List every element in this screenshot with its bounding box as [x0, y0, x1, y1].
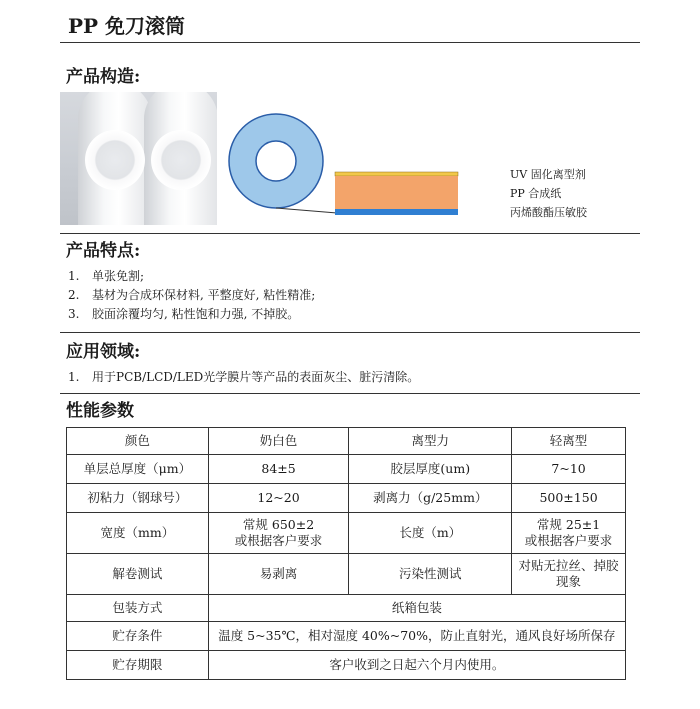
table-cell: 12~20 — [208, 484, 349, 513]
features-heading: 产品特点: — [66, 241, 141, 261]
table-cell: 初粘力（钢球号） — [67, 484, 209, 513]
product-photo — [60, 92, 217, 225]
layer-legend — [510, 165, 587, 222]
table-cell: 奶白色 — [208, 428, 349, 455]
table-cell: 长度（m） — [349, 513, 512, 554]
section-divider-features — [60, 332, 640, 333]
table-cell: 易剥离 — [208, 554, 349, 595]
table-cell: 常规 650±2 或根据客户要求 — [208, 513, 349, 554]
structure-heading: 产品构造: — [66, 67, 141, 87]
table-row — [67, 513, 626, 554]
table-row — [67, 622, 626, 651]
table-cell: 轻离型 — [512, 428, 626, 455]
list-item: 3. 胶面涂覆均匀, 粘性饱和力强, 不掉胶。 — [68, 307, 300, 321]
table-cell: 对贴无拉丝、掉胶 现象 — [512, 554, 626, 595]
table-row — [67, 554, 626, 595]
adhesive-layer — [335, 209, 458, 215]
list-item: 1. 单张免割; — [68, 269, 145, 283]
table-cell: 包装方式 — [67, 595, 209, 622]
table-row — [67, 595, 626, 622]
section-divider-applications — [60, 393, 640, 394]
table-cell: 解卷测试 — [67, 554, 209, 595]
table-cell: 温度 5~35℃，相对湿度 40%~70%，防止直射光，通风良好场所保存 — [208, 622, 625, 651]
title-divider — [60, 42, 640, 43]
table-cell: 胶层厚度(um) — [349, 455, 512, 484]
roll-core — [256, 141, 296, 181]
section-divider-structure — [60, 233, 640, 234]
layer-label-release: UV 固化离型剂 — [510, 168, 586, 181]
table-cell: 客户收到之日起六个月内使用。 — [208, 651, 625, 680]
table-cell: 宽度（mm） — [67, 513, 209, 554]
table-cell: 7~10 — [512, 455, 626, 484]
table-cell: 单层总厚度（μm） — [67, 455, 209, 484]
table-cell: 贮存期限 — [67, 651, 209, 680]
features-list — [68, 267, 315, 324]
table-cell: 常规 25±1 或根据客户要求 — [512, 513, 626, 554]
list-item: 2. 基材为合成环保材料, 平整度好, 粘性精准; — [68, 288, 316, 302]
layer-label-adhesive: 丙烯酸酯压敏胶 — [510, 206, 587, 219]
spec-table — [66, 427, 626, 680]
paper-layer — [335, 176, 458, 209]
page-title: PP 免刀滚筒 — [68, 14, 186, 38]
release-layer — [335, 172, 458, 176]
roll-tail-line — [276, 208, 337, 213]
table-row — [67, 484, 626, 513]
table-cell: 污染性测试 — [349, 554, 512, 595]
specs-heading: 性能参数 — [66, 401, 134, 421]
applications-list — [68, 368, 419, 387]
table-row — [67, 455, 626, 484]
structure-diagram — [225, 105, 465, 225]
table-cell: 500±150 — [512, 484, 626, 513]
table-cell: 纸箱包装 — [208, 595, 625, 622]
table-cell: 84±5 — [208, 455, 349, 484]
table-cell: 离型力 — [349, 428, 512, 455]
applications-heading: 应用领域: — [66, 342, 141, 362]
list-item: 1. 用于PCB/LCD/LED光学膜片等产品的表面灰尘、脏污清除。 — [68, 370, 420, 384]
table-cell: 颜色 — [67, 428, 209, 455]
table-row — [67, 651, 626, 680]
table-cell: 贮存条件 — [67, 622, 209, 651]
table-row — [67, 428, 626, 455]
table-cell: 剥离力（g/25mm） — [349, 484, 512, 513]
layer-label-paper: PP 合成纸 — [510, 187, 562, 200]
